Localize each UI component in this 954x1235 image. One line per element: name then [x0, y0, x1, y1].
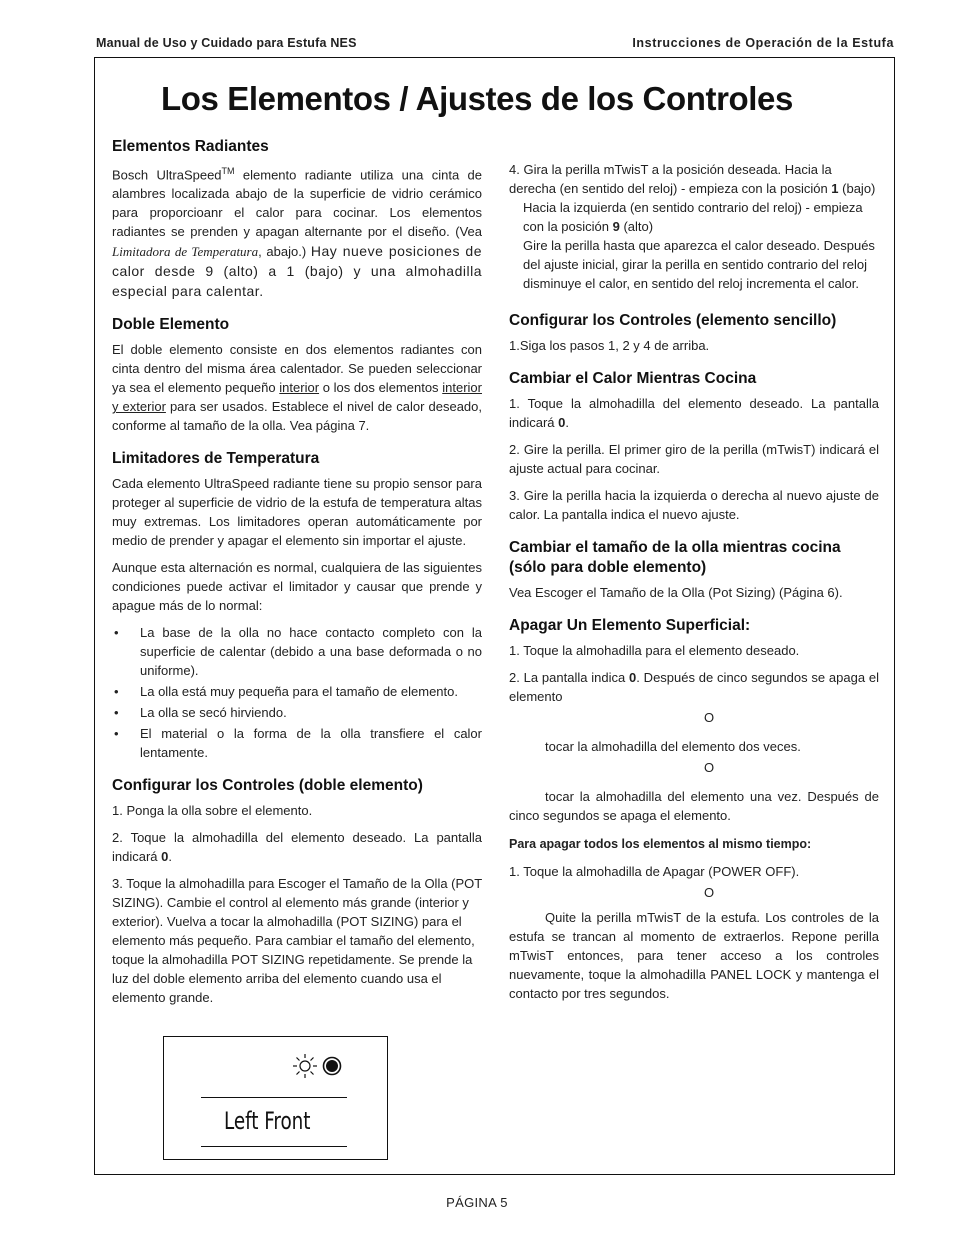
- section-cambiar-calor: [509, 369, 879, 524]
- paragraph-limitadores-1: Cada elemento UltraSpeed radiante tiene su propio sensor para proteger al superficie de vidrio de la estufa de temperatura altas muy extremas. Los limitadores operan automáticamente por medio de prender y apagar el elemento sin importar el ajuste.: [112, 476, 482, 549]
- heading-apagar-todos: Para apagar todos los elementos al mismo tiempo:: [509, 837, 812, 851]
- divider-line: [201, 1146, 347, 1147]
- header-section-title: Instrucciones de Operación de la Estufa: [632, 36, 894, 50]
- section-limitadores: [112, 449, 482, 762]
- list-item: • La olla se secó hirviendo.: [112, 703, 482, 722]
- text-fragment: El doble elemento consiste en dos elementos radiantes con cinta dentro del misma área calentador. Se pueden seleccionar ya sea el elemento pequeño: [112, 342, 482, 396]
- text-fragment: elemento radiante utiliza una cinta de alambres localizada abajo de la superficie de vidrio cerámico para proporcioanr el calor para cocinar. Los elementos radiantes se prenden y apagan alternante por el diseño. (Vea: [112, 167, 482, 240]
- alt-option-2: tocar la almohadilla del elemento una vez. Después de cinco segundos se apaga el elemento.: [509, 789, 879, 823]
- position-value: 9: [612, 219, 620, 234]
- text-fragment: 2. La pantalla indica: [509, 670, 630, 685]
- underlined-term: interior: [279, 380, 320, 396]
- page-title: Los Elementos / Ajustes de los Controles: [161, 80, 793, 117]
- list-item: • La base de la olla no hace contacto completo con la superficie de calentar (debido a una base deformada o no uniforme).: [112, 623, 482, 680]
- display-value: 0: [558, 415, 566, 430]
- step-2: 2. Gire la perilla. El primer giro de la perilla (mTwisT) indicará el ajuste actual para cocinar.: [509, 442, 879, 476]
- position-value: 1: [831, 181, 839, 196]
- text-fragment: .: [168, 849, 172, 865]
- section-cambiar-tamano: [509, 538, 879, 602]
- display-value: 0: [161, 849, 169, 865]
- section-apagar-todos: [509, 835, 879, 1003]
- double-element-light-icon: [291, 1051, 351, 1081]
- step-4: [509, 160, 879, 198]
- step-1: 1. Ponga la olla sobre el elemento.: [112, 803, 313, 819]
- section-step-4: [509, 160, 879, 293]
- text-fragment-large: Hay nueve posiciones de calor desde 9 (alto) a 1 (bajo) y una almohadilla especial para calentar.: [112, 243, 483, 300]
- heading-cambiar-tamano: Cambiar el tamaño de la olla mientras cocina (sólo para doble elemento): [509, 539, 841, 576]
- step-3: 3. Toque la almohadilla para Escoger el Tamaño de la Olla (POT SIZING). Cambie el control al elemento más grande (interior y exterior). Vuelva a tocar la almohadilla (POT SIZING) para el elemento más pequeño. Para cambiar el tamaño del elemento, toque la almohadilla POT SIZING repetidamente. Se prende la luz del doble elemento arriba del elemento cuando usa el elemento grande.: [112, 876, 482, 1006]
- text-fragment: para ser usados. Establece el nivel de calor deseado, conforme al tamaño de la olla. Vea página 7.: [112, 399, 482, 434]
- heading-configurar-sencillo: Configurar los Controles (elemento sencillo): [509, 312, 837, 329]
- section-elementos-radiantes: [112, 137, 482, 301]
- step-1: 1. Toque la almohadilla para el elemento deseado.: [509, 643, 800, 658]
- text-fragment: . Después de cinco segundos se apaga el elemento: [509, 670, 879, 704]
- or-separator: O: [703, 760, 715, 775]
- control-panel-illustration: [163, 1036, 388, 1160]
- text-fragment: (bajo): [838, 181, 876, 196]
- left-column: [112, 137, 482, 1021]
- paragraph-quitar-perilla: Quite la perilla mTwisT de la estufa. Los controles de la estufa se trancan al momento de extraerlos. Repone perilla mTwisT entonces, para tener acceso a los controles nuevamente, toque la almohadilla PANEL LOCK y mantenga el contacto por tres segundos.: [509, 910, 879, 1001]
- trademark-mark: TM: [221, 166, 235, 176]
- text-fragment: , abajo.): [258, 244, 311, 260]
- section-doble-elemento: [112, 315, 482, 435]
- paragraph-doble: [112, 340, 482, 435]
- or-separator: O: [703, 885, 715, 900]
- paragraph-sencillo: 1.Siga los pasos 1, 2 y 4 de arriba.: [509, 338, 710, 353]
- heading-cambiar-calor: Cambiar el Calor Mientras Cocina: [509, 370, 757, 387]
- text-fragment: 4. Gira la perilla mTwisT a la posición deseada. Hacia la derecha (en sentido del reloj) - empieza con la posición: [509, 162, 832, 196]
- right-column: [509, 160, 879, 1017]
- section-configurar-doble: [112, 776, 482, 1007]
- step-4-left-turn: [509, 198, 879, 236]
- divider-line: [201, 1097, 347, 1098]
- step-3: 3. Gire la perilla hacia la izquierda o derecha al nuevo ajuste de calor. La pantalla indica el nuevo ajuste.: [509, 488, 879, 522]
- step-4-adjust: Gire la perilla hasta que aparezca el calor deseado. Después del ajuste inicial, girar la perilla en sentido contrario del reloj disminuye el calor, en sentido del reloj incrementa el calor.: [523, 238, 875, 291]
- alt-option-1: tocar la almohadilla del elemento dos veces.: [545, 739, 801, 754]
- paragraph-radiantes: [112, 162, 482, 301]
- page-number: PÁGINA 5: [446, 1195, 508, 1210]
- display-value: 0: [629, 670, 637, 685]
- step-2: [509, 668, 879, 706]
- heading-configurar-doble: Configurar los Controles (doble elemento): [112, 777, 423, 795]
- underlined-term: interior: [442, 380, 482, 396]
- step-1: [509, 394, 879, 432]
- list-item: • El material o la forma de la olla transfiere el calor lentamente.: [112, 724, 482, 762]
- or-separator: O: [703, 710, 715, 725]
- list-item: • La olla está muy pequeña para el tamaño de elemento.: [112, 682, 482, 701]
- heading-limitadores: Limitadores de Temperatura: [112, 450, 320, 468]
- text-fragment: .: [565, 415, 569, 430]
- section-apagar-elemento: [509, 616, 879, 825]
- text-fragment: o los dos elementos: [319, 380, 443, 396]
- header-manual-title: Manual de Uso y Cuidado para Estufa NES: [96, 36, 357, 50]
- text-fragment: (alto): [619, 219, 654, 234]
- text-fragment: 1. Toque la almohadilla del elemento deseado. La pantalla indicará: [509, 396, 879, 430]
- heading-elementos-radiantes: Elementos Radiantes: [112, 138, 269, 155]
- paragraph-limitadores-2: Aunque esta alternación es normal, cualquiera de las siguientes condiciones puede activar el limitador y causar que prende y apague más de lo normal:: [112, 560, 482, 614]
- section-configurar-sencillo: [509, 311, 879, 355]
- heading-apagar-elemento: Apagar Un Elemento Superficial:: [509, 617, 751, 634]
- condition-list: [112, 623, 482, 762]
- heading-doble-elemento: Doble Elemento: [112, 316, 230, 334]
- text-fragment: 2. Toque la almohadilla del elemento deseado. La pantalla indicará: [112, 830, 482, 865]
- text-fragment: Hacia la izquierda (en sentido contrario del reloj) - empieza con la posición: [523, 200, 863, 234]
- italic-reference: Limitadora de Temperatura: [112, 244, 259, 260]
- text-fragment: Bosch UltraSpeed: [112, 167, 222, 183]
- step-1: 1. Toque la almohadilla de Apagar (POWER OFF).: [509, 864, 800, 879]
- paragraph-tamano: Vea Escoger el Tamaño de la Olla (Pot Sizing) (Página 6).: [509, 585, 843, 600]
- step-2: [112, 828, 482, 866]
- underlined-term: y exterior: [112, 399, 166, 415]
- element-label: Left Front: [224, 1107, 311, 1135]
